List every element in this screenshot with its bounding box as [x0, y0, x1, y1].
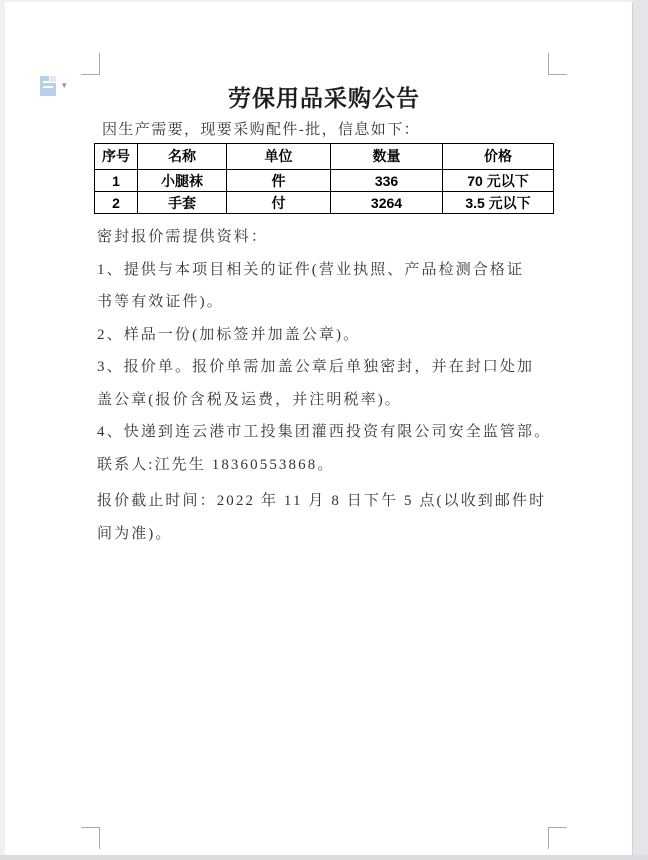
table-header-index: 序号 [95, 144, 138, 170]
cell-quantity: 3264 [331, 192, 443, 214]
table-header-unit: 单位 [227, 144, 331, 170]
cell-index: 1 [95, 170, 138, 192]
table-row [95, 192, 554, 214]
document-page [5, 0, 633, 855]
paragraph-line: 书等有效证件)。 [97, 294, 224, 310]
cell-price: 70 元以下 [443, 170, 554, 192]
cell-quantity: 336 [331, 170, 443, 192]
margin-mark-bottom-right [548, 827, 567, 849]
paragraph-line: 3、报价单。报价单需加盖公章后单独密封，并在封口处加 [97, 359, 535, 375]
margin-mark-top-left [81, 53, 100, 75]
cell-name: 小腿袜 [138, 170, 227, 192]
paragraph-line: 1、提供与本项目相关的证件(营业执照、产品检测合格证 [97, 261, 525, 278]
paragraph-line: 联系人:江先生 18360553868。 [97, 456, 335, 473]
paragraph-line: 报价截止时间：2022 年 11 月 8 日下午 5 点(以收到邮件时 [97, 493, 547, 509]
paragraph-line: 密封报价需提供资料： [97, 229, 269, 245]
cell-unit: 付 [227, 192, 331, 214]
chevron-down-icon[interactable]: ▾ [62, 81, 67, 91]
canvas-edge-bottom [0, 855, 648, 860]
table-header-name: 名称 [138, 144, 227, 170]
canvas-edge-left [0, 0, 5, 860]
paragraph-line: 4、快递到连云港市工投集团灌西投资有限公司安全监管部。 [97, 424, 552, 440]
paragraph-line: 盖公章(报价含税及运费，并注明税率)。 [97, 391, 402, 408]
paste-options-icon [40, 76, 56, 96]
cell-price: 3.5 元以下 [443, 192, 554, 214]
items-table [94, 143, 554, 214]
margin-mark-top-right [548, 53, 567, 75]
table-header-quantity: 数量 [331, 144, 443, 170]
intro-paragraph: 因生产需要，现要采购配件-批，信息如下： [102, 122, 420, 138]
paragraph-line: 间为准)。 [97, 525, 173, 542]
canvas-edge-right [633, 0, 648, 860]
paragraph-line: 2、样品一份(加标签并加盖公章)。 [97, 326, 361, 343]
table-row [95, 170, 554, 192]
margin-mark-bottom-left [81, 827, 100, 849]
canvas-edge-top [0, 0, 648, 2]
table-header-row [95, 144, 554, 170]
paste-options-button[interactable] [38, 74, 74, 100]
cell-unit: 件 [227, 170, 331, 192]
table-header-price: 价格 [443, 144, 554, 170]
cell-name: 手套 [138, 192, 227, 214]
document-title: 劳保用品采购公告 [228, 86, 420, 111]
cell-index: 2 [95, 192, 138, 214]
body-paragraphs [97, 221, 565, 550]
